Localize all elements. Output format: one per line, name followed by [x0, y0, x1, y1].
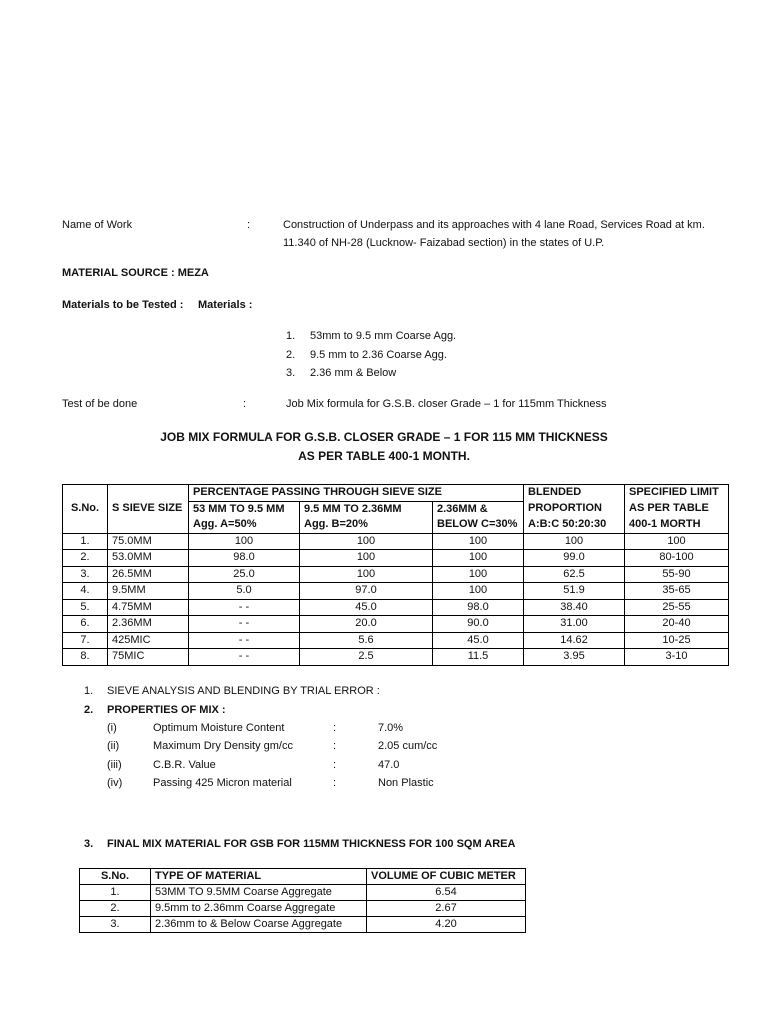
- cell-type: 53MM TO 9.5MM Coarse Aggregate: [151, 885, 367, 901]
- table-row: [63, 550, 729, 567]
- cell-limit: 100: [625, 533, 729, 550]
- work-label: Name of Work: [62, 219, 133, 231]
- cell-sieve-size: 9.5MM: [108, 583, 189, 600]
- header-agg-c-percent: BELOW C=30%: [433, 517, 524, 533]
- header-agg-a: 53 MM TO 9.5 MM: [189, 501, 300, 517]
- header-specified-limit: SPECIFIED LIMIT: [625, 485, 729, 502]
- cell-sno: 1.: [80, 885, 151, 901]
- cell-agg-a: 5.0: [189, 583, 300, 600]
- final-mix-table: [79, 868, 526, 933]
- cell-sno: 2.: [63, 550, 108, 567]
- cell-limit: 20-40: [625, 616, 729, 633]
- table-row: [63, 616, 729, 633]
- table-row: [80, 917, 526, 933]
- cell-limit: 80-100: [625, 550, 729, 567]
- cell-limit: 10-25: [625, 632, 729, 649]
- material-item-num: 1.: [286, 330, 296, 342]
- cell-volume: 4.20: [367, 917, 526, 933]
- cell-agg-a: - -: [189, 616, 300, 633]
- table-row: [63, 632, 729, 649]
- header-sno: S.No.: [63, 485, 108, 534]
- header-sno: S.No.: [80, 869, 151, 885]
- cell-sno: 6.: [63, 616, 108, 633]
- cell-blended: 99.0: [524, 550, 625, 567]
- cell-sno: 8.: [63, 649, 108, 666]
- cell-sno: 4.: [63, 583, 108, 600]
- property-name: Maximum Dry Density gm/cc: [153, 740, 293, 752]
- cell-sno: 2.: [80, 901, 151, 917]
- table-row: [63, 583, 729, 600]
- cell-agg-a: 25.0: [189, 566, 300, 583]
- work-line-1: Construction of Underpass and its approaches with 4 lane Road, Services Road at km.: [283, 219, 705, 231]
- property-num: (i): [107, 722, 117, 734]
- cell-sieve-size: 53.0MM: [108, 550, 189, 567]
- cell-agg-b: 97.0: [300, 583, 433, 600]
- table-row: [80, 901, 526, 917]
- material-source: MATERIAL SOURCE : MEZA: [62, 267, 209, 279]
- cell-blended: 38.40: [524, 599, 625, 616]
- cell-sno: 3.: [63, 566, 108, 583]
- header-volume: VOLUME OF CUBIC METER: [367, 869, 526, 885]
- cell-agg-c: 98.0: [433, 599, 524, 616]
- material-item-num: 2.: [286, 349, 296, 361]
- material-item-text: 2.36 mm & Below: [310, 367, 397, 379]
- cell-sno: 5.: [63, 599, 108, 616]
- cell-agg-c: 100: [433, 566, 524, 583]
- cell-agg-a: 100: [189, 533, 300, 550]
- cell-sieve-size: 2.36MM: [108, 616, 189, 633]
- cell-blended: 100: [524, 533, 625, 550]
- header-blended: BLENDED: [524, 485, 625, 502]
- cell-limit: 3-10: [625, 649, 729, 666]
- cell-volume: 6.54: [367, 885, 526, 901]
- materials-label: Materials :: [198, 299, 253, 311]
- test-colon: :: [243, 398, 247, 410]
- cell-blended: 31.00: [524, 616, 625, 633]
- property-value: 2.05 cum/cc: [378, 740, 438, 752]
- property-num: (iii): [107, 759, 122, 771]
- materials-tested-label: Materials to be Tested :: [62, 299, 184, 311]
- cell-agg-b: 45.0: [300, 599, 433, 616]
- property-sep: :: [333, 722, 337, 734]
- property-value: 47.0: [378, 759, 400, 771]
- property-name: Optimum Moisture Content: [153, 722, 285, 734]
- work-colon: :: [247, 219, 251, 231]
- property-value: Non Plastic: [378, 777, 434, 789]
- cell-agg-b: 5.6: [300, 632, 433, 649]
- cell-agg-b: 100: [300, 566, 433, 583]
- test-value: Job Mix formula for G.S.B. closer Grade – 1 for 115mm Thickness: [286, 398, 607, 410]
- cell-limit: 25-55: [625, 599, 729, 616]
- header-agg-a-percent: Agg. A=50%: [189, 517, 300, 533]
- item-2-num: 2.: [84, 704, 94, 716]
- property-sep: :: [333, 759, 337, 771]
- cell-agg-b: 100: [300, 533, 433, 550]
- item-1-text: SIEVE ANALYSIS AND BLENDING BY TRIAL ERROR :: [107, 685, 380, 697]
- cell-blended: 51.9: [524, 583, 625, 600]
- cell-limit: 55-90: [625, 566, 729, 583]
- header-agg-c: 2.36MM &: [433, 501, 524, 517]
- cell-sno: 7.: [63, 632, 108, 649]
- work-line-2: 11.340 of NH-28 (Lucknow- Faizabad section) in the states of U.P.: [283, 237, 605, 249]
- cell-agg-a: - -: [189, 599, 300, 616]
- cell-agg-c: 45.0: [433, 632, 524, 649]
- cell-agg-a: - -: [189, 632, 300, 649]
- cell-sieve-size: 4.75MM: [108, 599, 189, 616]
- header-agg-b: 9.5 MM TO 2.36MM: [300, 501, 433, 517]
- cell-agg-c: 100: [433, 550, 524, 567]
- material-item-num: 3.: [286, 367, 296, 379]
- header-proportion: PROPORTION: [524, 501, 625, 517]
- header-percentage-passing: PERCENTAGE PASSING THROUGH SIEVE SIZE: [189, 485, 524, 502]
- property-name: Passing 425 Micron material: [153, 777, 292, 789]
- property-sep: :: [333, 777, 337, 789]
- header-ratio: A:B:C 50:20:30: [524, 517, 625, 533]
- table-row: [63, 649, 729, 666]
- cell-sieve-size: 26.5MM: [108, 566, 189, 583]
- title-line-1: JOB MIX FORMULA FOR G.S.B. CLOSER GRADE – 1 FOR 115 MM THICKNESS: [160, 430, 608, 444]
- property-name: C.B.R. Value: [153, 759, 216, 771]
- cell-agg-b: 2.5: [300, 649, 433, 666]
- cell-type: 9.5mm to 2.36mm Coarse Aggregate: [151, 901, 367, 917]
- header-type-of-material: TYPE OF MATERIAL: [151, 869, 367, 885]
- property-sep: :: [333, 740, 337, 752]
- item-3-text: FINAL MIX MATERIAL FOR GSB FOR 115MM THICKNESS FOR 100 SQM AREA: [107, 838, 516, 850]
- item-1-num: 1.: [84, 685, 94, 697]
- cell-agg-c: 100: [433, 533, 524, 550]
- cell-agg-a: - -: [189, 649, 300, 666]
- header-agg-b-percent: Agg. B=20%: [300, 517, 433, 533]
- sieve-analysis-table: [62, 484, 729, 666]
- cell-agg-b: 20.0: [300, 616, 433, 633]
- cell-sieve-size: 425MIC: [108, 632, 189, 649]
- cell-agg-c: 100: [433, 583, 524, 600]
- property-value: 7.0%: [378, 722, 404, 734]
- header-sieve-size: S SIEVE SIZE: [108, 485, 189, 534]
- cell-agg-a: 98.0: [189, 550, 300, 567]
- cell-sno: 3.: [80, 917, 151, 933]
- cell-blended: 62.5: [524, 566, 625, 583]
- property-num: (ii): [107, 740, 120, 752]
- cell-blended: 3.95: [524, 649, 625, 666]
- table-row: [63, 533, 729, 550]
- material-item-text: 53mm to 9.5 mm Coarse Agg.: [310, 330, 457, 342]
- title-line-2: AS PER TABLE 400-1 MONTH.: [298, 449, 470, 463]
- cell-sieve-size: 75MIC: [108, 649, 189, 666]
- cell-agg-b: 100: [300, 550, 433, 567]
- cell-volume: 2.67: [367, 901, 526, 917]
- table-row: [63, 566, 729, 583]
- cell-sno: 1.: [63, 533, 108, 550]
- item-3-num: 3.: [84, 838, 94, 850]
- table-row: [63, 599, 729, 616]
- property-num: (iv): [107, 777, 123, 789]
- test-label: Test of be done: [62, 398, 138, 410]
- header-month: 400-1 MORTH: [625, 517, 729, 533]
- cell-blended: 14.62: [524, 632, 625, 649]
- item-2-text: PROPERTIES OF MIX :: [107, 704, 226, 716]
- header-as-per-table: AS PER TABLE: [625, 501, 729, 517]
- cell-type: 2.36mm to & Below Coarse Aggregate: [151, 917, 367, 933]
- cell-agg-c: 90.0: [433, 616, 524, 633]
- table-row: [80, 885, 526, 901]
- cell-limit: 35-65: [625, 583, 729, 600]
- cell-agg-c: 11.5: [433, 649, 524, 666]
- material-item-text: 9.5 mm to 2.36 Coarse Agg.: [310, 349, 447, 361]
- cell-sieve-size: 75.0MM: [108, 533, 189, 550]
